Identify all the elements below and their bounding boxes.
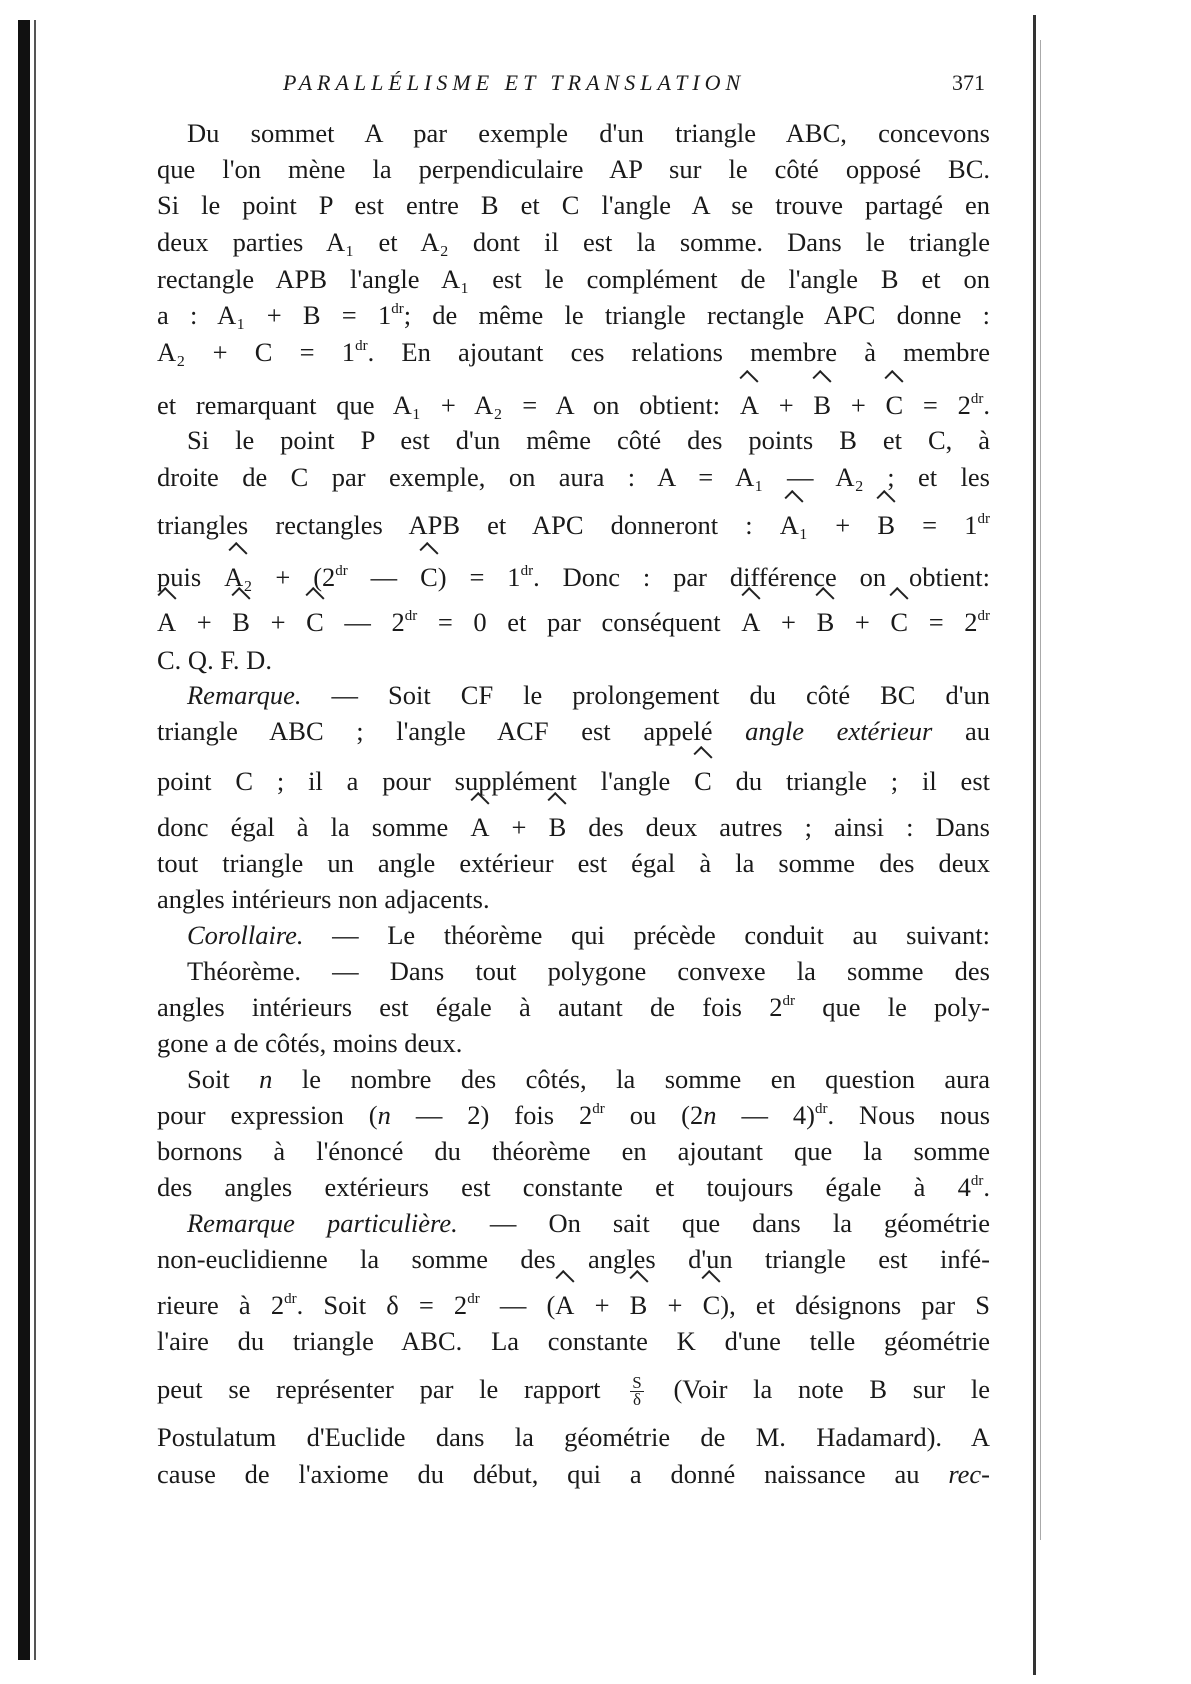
text-line: Du sommet A par exemple d'un triangle ABC, concevons	[187, 118, 990, 148]
text-line: gone a de côtés, moins deux.	[157, 1028, 463, 1058]
text-line: des angles extérieurs est constante et toujours égale à $4^{dr}$.	[157, 1172, 990, 1202]
italic-text: Remarque.	[187, 680, 302, 710]
angle-symbol: A	[739, 390, 759, 420]
text-line: point C ; il a pour supplément l'angle C du triangle ; il est	[157, 766, 990, 796]
text-line: A + B + C — $2^{dr} = 0$ et par conséquent $A + B + C = 2^{dr}$	[157, 607, 990, 637]
text-line: C. Q. F. D.	[157, 645, 272, 675]
text-line: angles intérieurs non adjacents.	[157, 884, 490, 914]
text-line: bornons à l'énoncé du théorème en ajoutant que la somme	[157, 1136, 990, 1166]
angle-symbol: A	[555, 1290, 575, 1320]
denominator: δ	[632, 1390, 641, 1410]
fraction	[630, 1375, 643, 1408]
text-line: angles intérieurs est égale à autant de fois $2^{dr}$ que le poly-	[157, 992, 990, 1022]
italic-text: Corollaire.	[187, 920, 304, 950]
superscript: dr	[970, 1173, 984, 1189]
superscript: dr	[335, 563, 348, 579]
angle-symbol: A	[741, 607, 761, 637]
superscript: dr	[977, 608, 990, 624]
angle-symbol: A₁	[779, 510, 809, 540]
scan-right-border-inner	[1040, 40, 1041, 1540]
page-number: 371	[952, 70, 985, 95]
italic-text: n	[259, 1064, 273, 1094]
scan-left-border	[18, 20, 30, 1660]
angle-symbol: B	[877, 510, 896, 540]
superscript: dr	[977, 511, 990, 527]
angle-symbol: C	[885, 390, 904, 420]
superscript: dr	[467, 1291, 480, 1307]
italic-text: Remarque particulière.	[187, 1208, 458, 1238]
text-line: triangle ABC ; l'angle ACF est appelé angle extérieur au	[157, 716, 990, 746]
text-line: peut se représenter par le rapport $\frac{S}{\delta}$ (Voir la note B sur le	[157, 1373, 990, 1410]
superscript: dr	[520, 563, 534, 579]
superscript: dr	[970, 391, 984, 407]
superscript: dr	[284, 1291, 297, 1307]
text-line: Si le point P est entre B et C l'angle A se trouve partagé en	[157, 190, 990, 220]
text-line: puis $A_2 + (2^{dr}$ — $C) = 1^{dr}$. Donc : par différence on obtient:	[157, 562, 990, 592]
text-line: Soit n le nombre des côtés, la somme en question aura	[187, 1064, 991, 1094]
angle-symbol: C	[702, 1290, 721, 1320]
text-line: Si le point P est d'un même côté des points B et C, à	[187, 425, 990, 455]
angle-symbol: C	[694, 766, 712, 796]
text-line: donc égal à la somme A + B des deux autres ; ainsi : Dans	[157, 812, 990, 842]
text-line: triangles rectangles APB et APC donneront : $A_1 + B = 1^{dr}$	[157, 510, 990, 540]
angle-symbol: A₂	[224, 562, 253, 592]
text-line: pour expression (n — 2) fois $2^{dr}$ ou (2n — 4)$^{dr}$. Nous nous	[157, 1100, 991, 1130]
text-line: droite de C par exemple, on aura : A = A₁ — A₂ ; et les	[157, 462, 990, 492]
text-line: tout triangle un angle extérieur est égal à la somme des deux	[157, 848, 990, 878]
angle-symbol: C	[420, 562, 438, 592]
text-line: deux parties A₁ et A₂ dont il est la somme. Dans le triangle	[157, 227, 990, 257]
italic-text: rec-	[948, 1459, 990, 1489]
superscript: dr	[782, 993, 795, 1009]
italic-text: n	[377, 1100, 391, 1130]
text-line: et remarquant que A₁ + A₂ = A on obtient: $A + B + C = 2^{dr}$.	[157, 390, 990, 420]
running-header: PARALLÉLISME ET TRANSLATION	[283, 70, 746, 95]
angle-symbol: B	[813, 390, 832, 420]
text-line: Théorème. — Dans tout polygone convexe la somme des	[187, 956, 990, 986]
angle-symbol: A	[470, 812, 490, 842]
text-line: Postulatum d'Euclide dans la géométrie de M. Hadamard). A	[157, 1422, 990, 1452]
text-line: rectangle APB l'angle A₁ est le complément de l'angle B et on	[157, 264, 990, 294]
text-line: $A_2 + C = 1^{dr}$. En ajoutant ces relations membre à membre	[157, 337, 990, 367]
angle-symbol: B	[816, 607, 835, 637]
text-line: rieure à $2^{dr}$. Soit $\delta = 2^{dr}$ — (A + B + C), et désignons par S	[157, 1290, 990, 1320]
superscript: dr	[391, 301, 404, 317]
text-line: Remarque. — Soit CF le prolongement du côté BC d'un	[187, 680, 990, 710]
superscript: dr	[355, 338, 368, 354]
superscript: dr	[814, 1101, 828, 1117]
angle-symbol: B	[232, 607, 250, 637]
superscript: dr	[404, 608, 418, 624]
italic-text: angle extérieur	[745, 716, 933, 746]
scan-left-border-inner	[34, 20, 36, 1660]
angle-symbol: C	[890, 607, 909, 637]
text-line: l'aire du triangle ABC. La constante K d'une telle géométrie	[157, 1326, 990, 1356]
text-line: Remarque particulière. — On sait que dans la géométrie	[187, 1208, 990, 1238]
angle-symbol: B	[548, 812, 567, 842]
angle-symbol: B	[629, 1290, 648, 1320]
superscript: dr	[592, 1101, 605, 1117]
numerator: S	[632, 1373, 642, 1393]
text-line: non-euclidienne la somme des angles d'un triangle est infé-	[157, 1244, 990, 1274]
text-line: cause de l'axiome du début, qui a donné naissance au rec-	[157, 1459, 990, 1489]
angle-symbol: A	[157, 607, 177, 637]
text-line: que l'on mène la perpendiculaire AP sur le côté opposé BC.	[157, 154, 990, 184]
italic-text: n	[703, 1100, 717, 1130]
text-line: Corollaire. — Le théorème qui précède conduit au suivant:	[187, 920, 990, 950]
text-line: a : $A_1 + B = 1^{dr}$; de même le triangle rectangle APC donne :	[157, 300, 990, 330]
angle-symbol: C	[306, 607, 324, 637]
scan-right-border	[1033, 15, 1036, 1675]
